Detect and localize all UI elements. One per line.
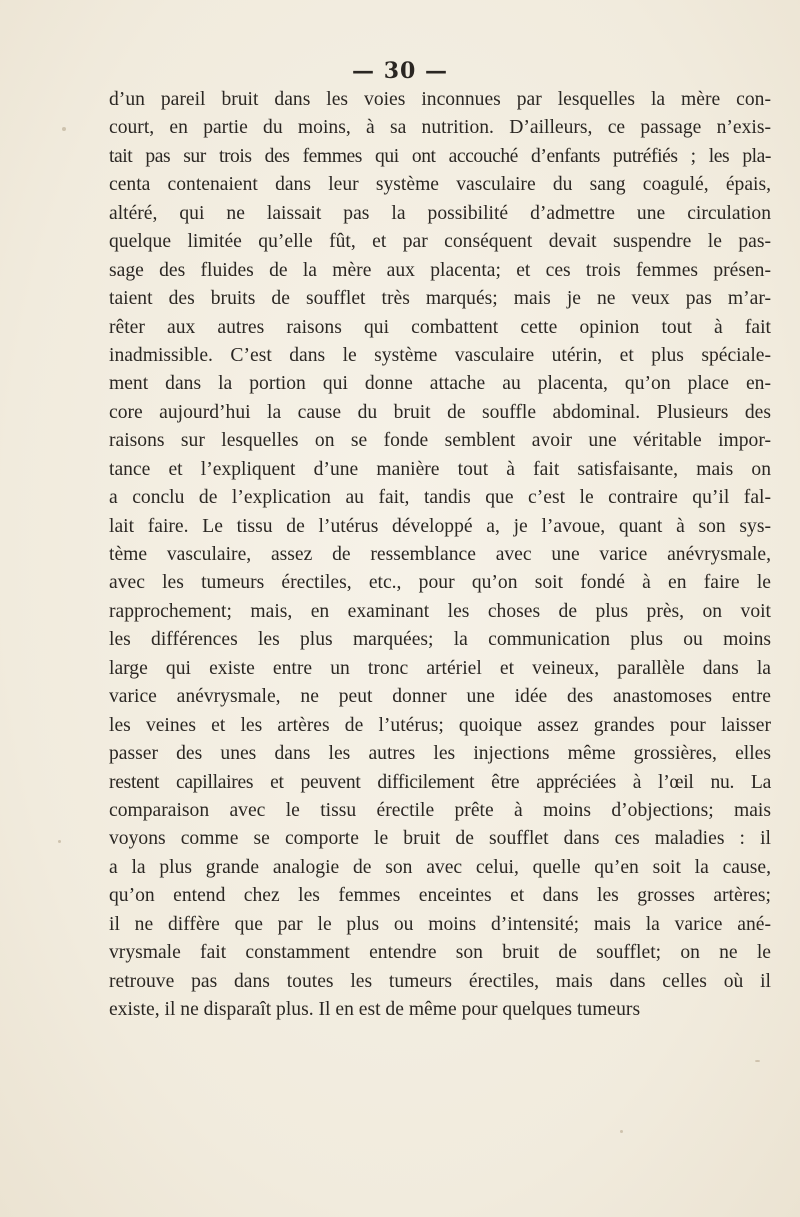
text-line: qu’on entend chez les femmes enceintes et dans les grosses artères;: [109, 885, 771, 907]
text-line: les différences les plus marquées; la communication plus ou moins: [109, 629, 771, 651]
text-line: voyons comme se comporte le bruit de soufflet dans ces maladies : il: [109, 828, 771, 850]
text-line: vrysmale fait constamment entendre son bruit de soufflet; on ne le: [109, 942, 771, 964]
text-line: core aujourd’hui la cause du bruit de souffle abdominal. Plusieurs des: [109, 401, 771, 423]
text-line: tance et l’expliquent d’une manière tout à fait satisfaisante, mais on: [109, 458, 771, 480]
text-line: tait pas sur trois des femmes qui ont accouché d’enfants putréfiés ; les pla-: [109, 145, 771, 167]
body-text: [109, 86, 771, 1024]
text-line: centa contenaient dans leur système vasculaire du sang coagulé, épais,: [109, 174, 771, 196]
paper-speck: [755, 1060, 760, 1062]
text-line: rapprochement; mais, en examinant les choses de plus près, on voit: [109, 600, 771, 622]
text-line: les veines et les artères de l’utérus; quoique assez grandes pour laisser: [109, 714, 771, 736]
text-line: d’un pareil bruit dans les voies inconnues par lesquelles la mère con-: [109, 89, 771, 110]
paper-speck: [62, 127, 66, 131]
text-line: varice anévrysmale, ne peut donner une idée des anastomoses entre: [109, 686, 771, 708]
text-line: ment dans la portion qui donne attache au placenta, qu’on place en-: [109, 373, 771, 395]
text-line: inadmissible. C’est dans le système vasculaire utérin, et plus spéciale-: [109, 344, 771, 366]
text-line: tème vasculaire, assez de ressemblance avec une varice anévrysmale,: [109, 544, 771, 565]
text-line: raisons sur lesquelles on se fonde semblent avoir une véritable impor-: [109, 430, 771, 452]
text-line: retrouve pas dans toutes les tumeurs érectiles, mais dans celles où il: [109, 970, 771, 992]
text-line: altéré, qui ne laissait pas la possibilité d’admettre une circulation: [109, 202, 771, 224]
text-line: court, en partie du moins, à sa nutrition. D’ailleurs, ce passage n’exis-: [109, 117, 771, 139]
text-line: existe, il ne disparaît plus. Il en est de même pour quelques tumeurs: [109, 999, 641, 1020]
text-line: large qui existe entre un tronc artériel et veineux, parallèle dans la: [109, 657, 771, 679]
text-line: quelque limitée qu’elle fût, et par conséquent devait suspendre le pas-: [109, 231, 771, 253]
text-line: a conclu de l’explication au fait, tandis que c’est le contraire qu’il fal-: [109, 487, 771, 509]
text-line: restent capillaires et peuvent difficilement être appréciées à l’œil nu. La: [109, 771, 771, 793]
text-line: taient des bruits de soufflet très marqués; mais je ne veux pas m’ar-: [109, 288, 771, 310]
text-line: passer des unes dans les autres les injections même grossières, elles: [109, 743, 771, 765]
text-line: lait faire. Le tissu de l’utérus développé a, je l’avoue, quant à son sys-: [109, 515, 771, 537]
text-line: avec les tumeurs érectiles, etc., pour qu’on soit fondé à en faire le: [109, 572, 771, 594]
text-line: a la plus grande analogie de son avec celui, quelle qu’en soit la cause,: [109, 856, 771, 878]
text-line: rêter aux autres raisons qui combattent cette opinion tout à fait: [109, 316, 771, 338]
page-number: — 30 —: [352, 58, 448, 84]
text-line: sage des fluides de la mère aux placenta; et ces trois femmes présen-: [109, 259, 771, 281]
text-line: comparaison avec le tissu érectile prête à moins d’objections; mais: [109, 799, 771, 821]
paper-speck: [58, 840, 61, 843]
text-line: il ne diffère que par le plus ou moins d’intensité; mais la varice ané-: [109, 913, 771, 935]
paper-speck: [620, 1130, 623, 1133]
